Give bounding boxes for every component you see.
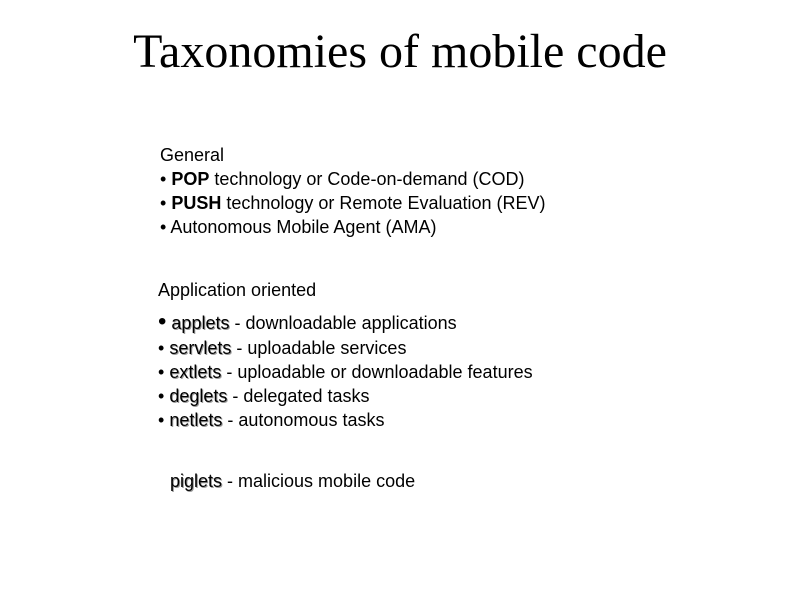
term-push: PUSH bbox=[171, 193, 222, 213]
item-text: technology or Remote Evaluation (REV) bbox=[221, 193, 546, 213]
item-separator: - bbox=[222, 471, 239, 491]
application-heading: Application oriented bbox=[158, 280, 317, 300]
item-separator: - bbox=[227, 386, 244, 406]
term-pop: POP bbox=[171, 169, 210, 189]
bullet: • bbox=[160, 193, 167, 213]
list-item bbox=[160, 215, 546, 239]
term-deglets: deglets bbox=[169, 386, 228, 406]
item-text: malicious mobile code bbox=[238, 471, 416, 491]
bullet: • bbox=[158, 386, 165, 406]
list-item bbox=[160, 167, 546, 191]
item-separator: - bbox=[231, 338, 248, 358]
item-text: uploadable services bbox=[247, 338, 407, 358]
item-text: autonomous tasks bbox=[238, 410, 385, 430]
application-section bbox=[158, 278, 533, 432]
term-servlets: servlets bbox=[169, 338, 232, 358]
list-item bbox=[160, 191, 546, 215]
item-text: downloadable applications bbox=[245, 313, 457, 333]
item-text: Autonomous Mobile Agent (AMA) bbox=[170, 217, 437, 237]
list-item bbox=[158, 308, 533, 336]
item-text: delegated tasks bbox=[243, 386, 370, 406]
item-text: technology or Code-on-demand (COD) bbox=[209, 169, 525, 189]
item-text: uploadable or downloadable features bbox=[237, 362, 533, 382]
term-extlets: extlets bbox=[169, 362, 222, 382]
bullet: • bbox=[160, 169, 167, 189]
list-item bbox=[158, 384, 533, 408]
bullet: • bbox=[158, 338, 165, 358]
item-separator: - bbox=[221, 362, 238, 382]
bullet: • bbox=[158, 410, 165, 430]
term-applets: applets bbox=[171, 313, 230, 333]
item-separator: - bbox=[229, 313, 246, 333]
list-item bbox=[170, 469, 415, 493]
list-item bbox=[158, 336, 533, 360]
term-piglets: piglets bbox=[170, 471, 223, 491]
list-item bbox=[158, 408, 533, 432]
footer-note bbox=[170, 469, 415, 493]
item-separator: - bbox=[222, 410, 239, 430]
general-section bbox=[160, 143, 546, 239]
general-heading: General bbox=[160, 145, 225, 165]
slide-title: Taxonomies of mobile code bbox=[133, 25, 667, 78]
bullet: • bbox=[158, 308, 167, 335]
bullet: • bbox=[160, 217, 167, 237]
term-netlets: netlets bbox=[169, 410, 223, 430]
list-item bbox=[158, 360, 533, 384]
bullet: • bbox=[158, 362, 165, 382]
